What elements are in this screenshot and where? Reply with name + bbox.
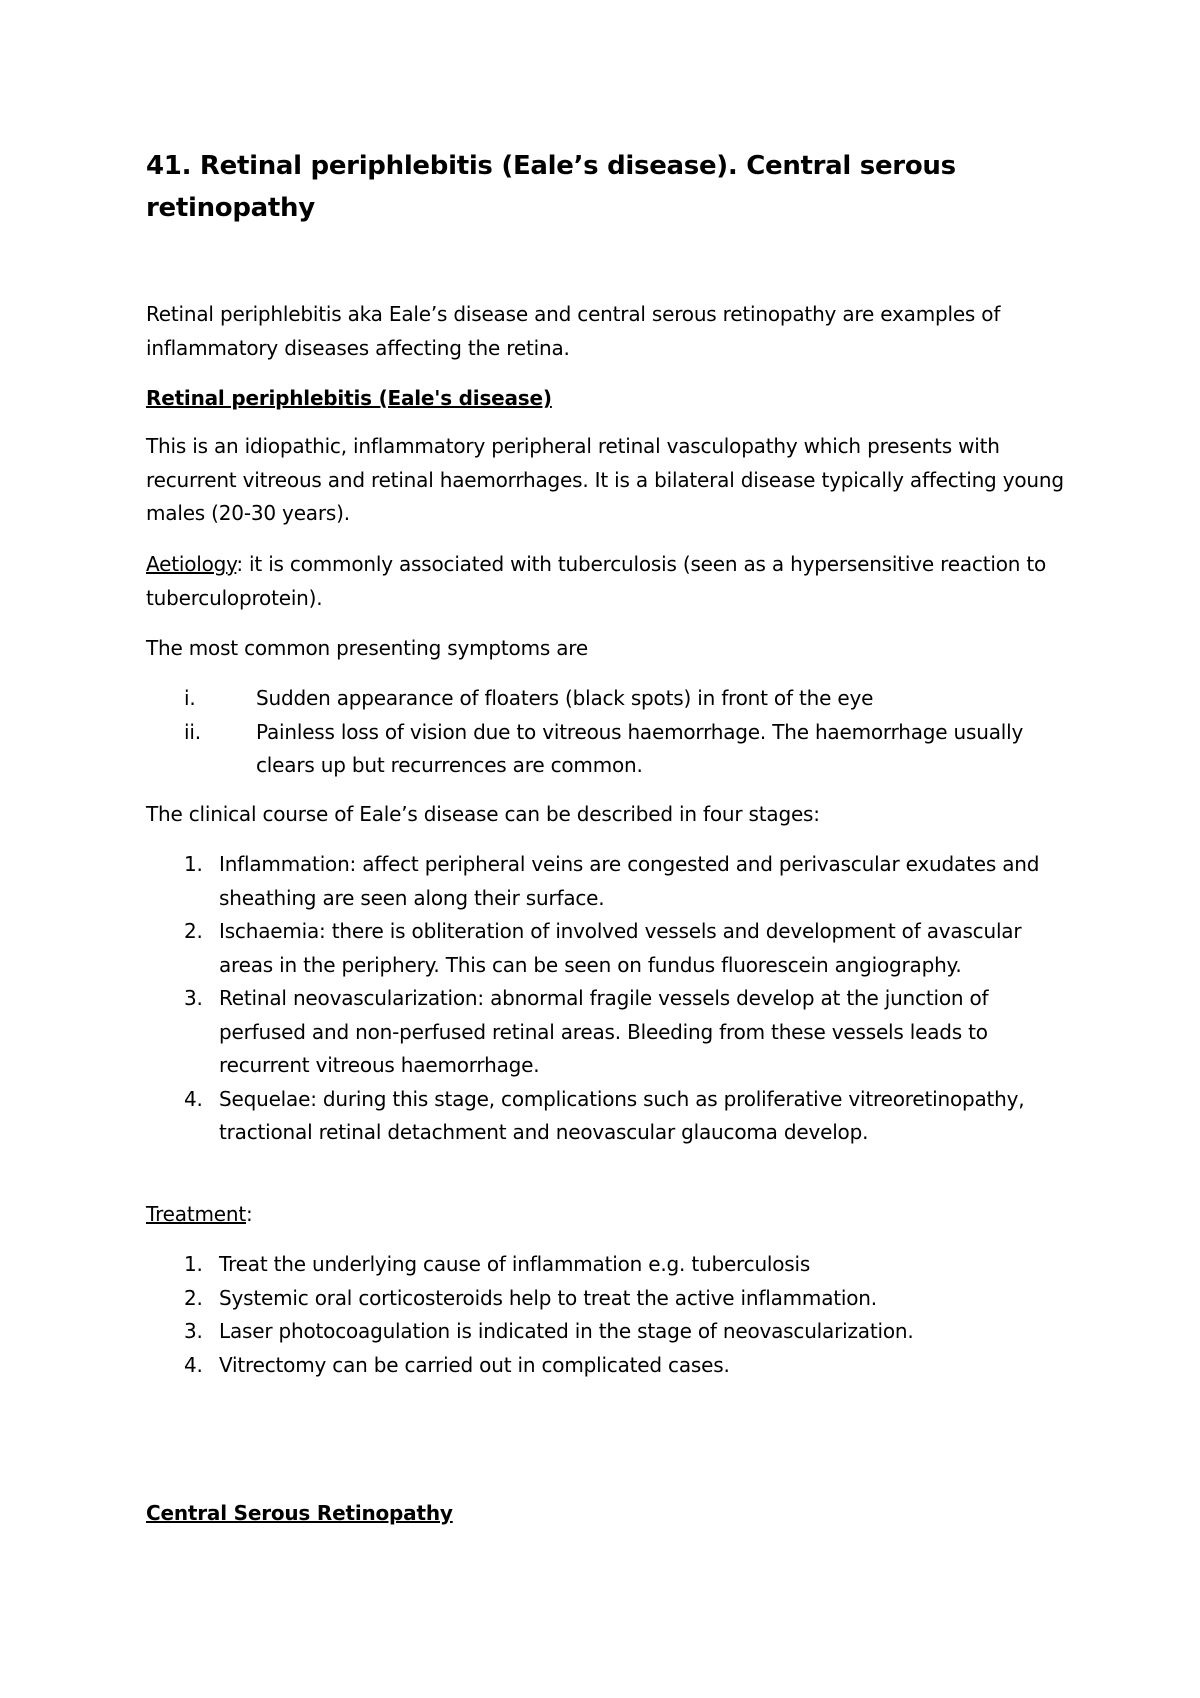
list-item-text: Ischaemia: there is obliteration of involved vessels and development of avascular areas in the periphery. This can be seen on fundus fluorescein angiography. [219,919,1022,977]
list-marker: 4. [184,1086,203,1111]
list-marker: 2. [184,919,203,943]
treatment-colon: : [245,1202,253,1226]
symptoms-intro: The most common presenting symptoms are [146,636,588,660]
stages-list [146,848,1076,1150]
list-item [146,682,1076,716]
list-item-text: Systemic oral corticosteroids help to treat the active inflammation. [219,1285,877,1310]
list-item [146,982,1076,1083]
list-item-text: Laser photocoagulation is indicated in the stage of neovascularization. [219,1319,914,1343]
aetiology-text: : it is commonly associated with tuberculosis (seen as a hypersensitive reaction to tuberculoprotein). [146,552,1047,610]
list-item [146,1349,1076,1383]
aetiology-paragraph [146,548,1076,615]
list-marker: 1. [184,852,203,876]
treatment-label-paragraph [146,1198,1076,1232]
list-marker: i. [184,686,196,710]
list-item-text: Inflammation: affect peripheral veins are congested and perivascular exudates and sheathing are seen along their surface. [219,852,1040,910]
list-marker: 4. [184,1352,203,1377]
list-item-text: Painless loss of vision due to vitreous haemorrhage. The haemorrhage usually clears up but recurrences are common. [256,719,1024,777]
intro-paragraph: Retinal periphlebitis aka Eale’s disease and central serous retinopathy are examples of inflammatory diseases affecting the retina. [146,302,1001,360]
list-item [146,1248,1076,1282]
list-item-text: Sequelae: during this stage, complications such as proliferative vitreoretinopathy, tractional retinal detachment and neovascular glaucoma develop. [219,1086,1025,1144]
list-marker: 3. [184,986,203,1010]
treatment-label: Treatment [146,1202,246,1226]
list-marker: ii. [184,719,201,744]
list-item [146,848,1076,915]
eales-description: This is an idiopathic, inflammatory peripheral retinal vasculopathy which presents with recurrent vitreous and retinal haemorrhages. It is a bilateral disease typically affecting young males (20-30 years). [146,434,1064,525]
list-item-text: Sudden appearance of floaters (black spots) in front of the eye [256,686,874,710]
section-heading-csr: Central Serous Retinopathy [146,1501,453,1525]
page-title: 41. Retinal periphlebitis (Eale’s disease). Central serous retinopathy [146,151,956,223]
treatment-list [146,1248,1076,1382]
list-marker: 3. [184,1319,203,1343]
list-item [146,716,1076,783]
aetiology-label: Aetiology [146,552,237,576]
list-item-text: Vitrectomy can be carried out in complicated cases. [219,1352,730,1377]
list-item-text: Retinal neovascularization: abnormal fragile vessels develop at the junction of perfused and non-perfused retinal areas. Bleeding from these vessels leads to recurrent vitreous haemorrhage. [219,986,989,1077]
list-item [146,915,1076,982]
list-item [146,1282,1076,1316]
list-item-text: Treat the underlying cause of inflammation e.g. tuberculosis [219,1252,811,1276]
symptoms-list [146,682,1076,783]
section-heading-eales: Retinal periphlebitis (Eale's disease) [146,386,552,410]
list-item [146,1083,1076,1150]
list-item [146,1315,1076,1349]
list-marker: 1. [184,1252,203,1276]
list-marker: 2. [184,1285,203,1310]
stages-intro: The clinical course of Eale’s disease can be described in four stages: [146,802,820,826]
